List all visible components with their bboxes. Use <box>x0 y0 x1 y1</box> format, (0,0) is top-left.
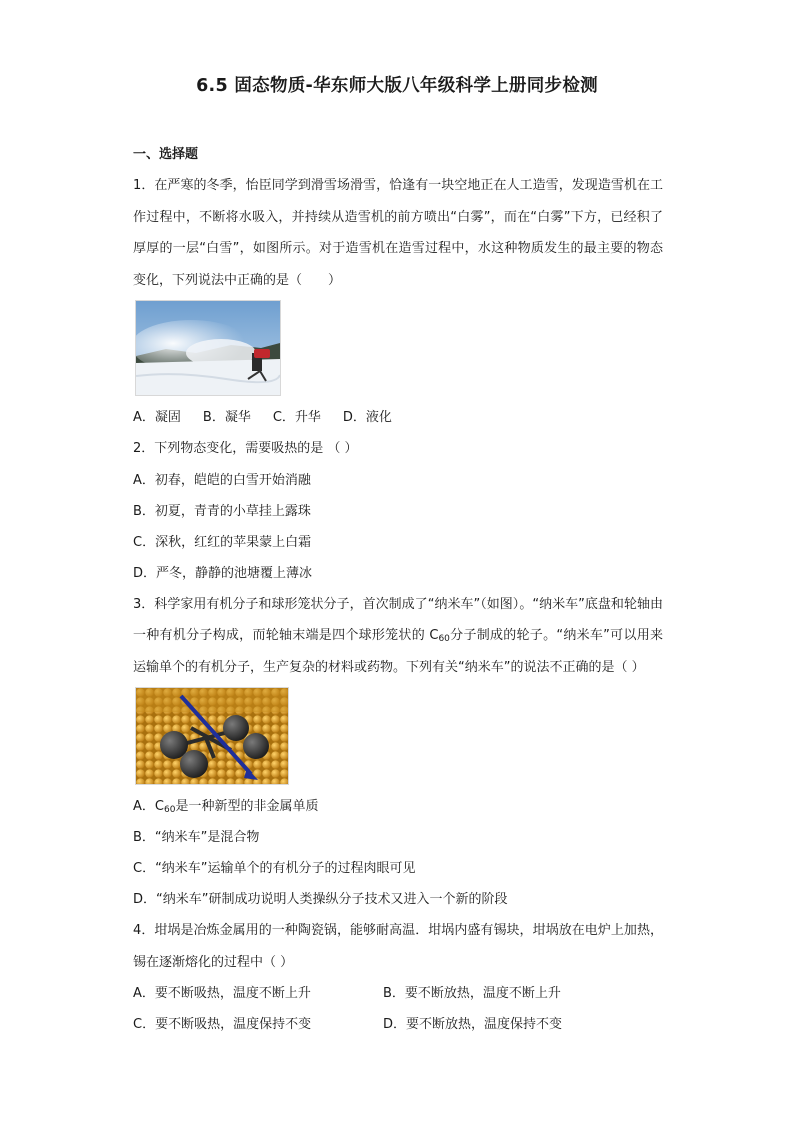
q1-option-c[interactable]: C．升华 <box>272 410 321 425</box>
q4-option-d[interactable]: D．要不断放热，温度保持不变 <box>383 1017 563 1032</box>
q3-option-c[interactable]: C．“纳米车”运输单个的有机分子的过程肉眼可见 <box>133 861 416 876</box>
question-1-text: 1．在严寒的冬季，怡臣同学到滑雪场滑雪，恰逢有一块空地正在人工造雪，发现造雪机在工作过程中，不断将水吸入，并持续从造雪机的前方喷出“白雾”，而在“白雾”下方，已经积了厚厚的一层“白雪”，如图所示。对于造雪机在造雪过程中，水这种物质发生的最主要的物态变化，下列说法中正确的是（ ） <box>133 178 663 288</box>
q4-option-a[interactable]: A．要不断吸热，温度不断上升 <box>133 986 311 1001</box>
q1-option-a[interactable]: A．凝固 <box>133 410 181 425</box>
q3-option-a-pre: A．C <box>133 799 164 814</box>
question-3-text <box>133 589 663 684</box>
document-content <box>133 146 663 1040</box>
q3-option-b[interactable]: B．“纳米车”是混合物 <box>133 830 260 845</box>
q3-subscript: 60 <box>438 634 450 644</box>
q1-option-d[interactable]: D．液化 <box>342 410 392 425</box>
question-4-text: 4．坩埚是冶炼金属用的一种陶瓷锅，能够耐高温．坩埚内盛有锡块，坩埚放在电炉上加热，锡在逐渐熔化的过程中（ ） <box>133 923 663 970</box>
question-4-options-row2 <box>133 1009 663 1040</box>
nanocar-image <box>135 687 289 785</box>
q4-option-c[interactable]: C．要不断吸热，温度保持不变 <box>133 1017 312 1032</box>
question-1-options <box>133 402 663 433</box>
q2-option-a[interactable]: A．初春，皑皑的白雪开始消融 <box>133 472 311 488</box>
q2-option-d[interactable]: D．严冬，静静的池塘覆上薄冰 <box>133 565 313 581</box>
q1-option-b[interactable]: B．凝华 <box>202 410 251 425</box>
q3-option-a-sub: 60 <box>163 805 176 815</box>
q4-option-b[interactable]: B．要不断放热，温度不断上升 <box>383 986 561 1001</box>
q3-text-part-b: 分子制成的轮子。“纳米车”可以用来运输单个的有机分子，生产复杂的材料或药物。下列有关“纳米车”的说法不正确的是（ ） <box>133 628 663 675</box>
question-4-options-row1 <box>133 978 663 1009</box>
q3-option-a[interactable] <box>133 791 663 822</box>
snow-machine-photo <box>135 300 281 396</box>
question-2-text: 2．下列物态变化，需要吸热的是 （ ） <box>133 441 358 456</box>
section-heading: 一、选择题 <box>133 147 199 162</box>
q2-option-b[interactable]: B．初夏，青青的小草挂上露珠 <box>133 503 311 519</box>
q3-text-part-a: 3．科学家用有机分子和球形笼状分子，首次制成了“纳米车”（如图）。“纳米车”底盘和轮轴由一种有机分子构成，而轮轴末端是四个球形笼状的 C <box>133 596 663 643</box>
q2-option-c[interactable]: C．深秋，红红的苹果蒙上白霜 <box>133 534 312 550</box>
document-title: 6.5 固态物质-华东师大版八年级科学上册同步检测 <box>196 76 598 96</box>
q3-option-d[interactable]: D．“纳米车”研制成功说明人类操纵分子技术又进入一个新的阶段 <box>133 892 508 907</box>
q3-option-a-post: 是一种新型的非金属单质 <box>175 799 319 814</box>
